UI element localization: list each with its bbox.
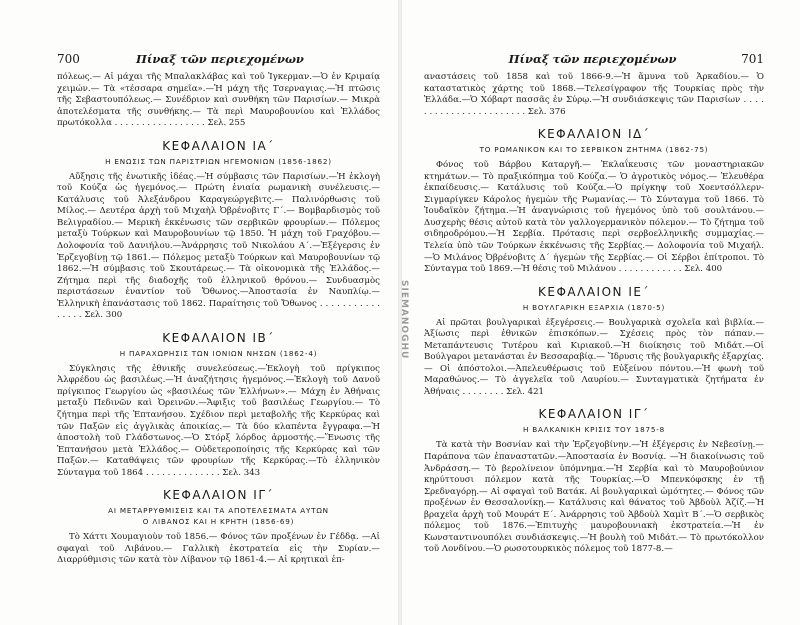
chapter-subtitle-ig-line1: ΑΙ ΜΕΤΑΡΡΥΘΜΙΣΕΙΣ ΚΑΙ ΤΑ ΑΠΟΤΕΛΕΣΜΑΤΑ ΑΥΤΩΝ (108, 506, 329, 516)
library-stamp: SIEMANOGHU (399, 280, 409, 360)
chapter-subtitle-id: ΤΟ ΡΩΜΑΝΙΚΟΝ ΚΑΙ ΤΟ ΣΕΡΒΙΚΟΝ ΖΗΤΗΜΑ (1862-75) (479, 145, 709, 155)
chapter-subtitle-ig-right: Η ΒΑΛΚΑΝΙΚΗ ΚΡΙΣΙΣ ΤΟΥ 1875-8 (522, 425, 666, 435)
left-top-paragraph: πόλεως.— Αἱ μάχαι τῆς Μπαλακλάβας καὶ τοῦ Ἰγκερμαν.—Ὁ ἐν Κριμαίᾳ χειμών.— Τὰ «τέσσαρα σημεῖα».—Ἡ μάχη τῆς Τσερναγιας.—Ἡ πτῶσις τῆς Σεβαστουπόλεως.— Συνέδριον καὶ συνθήκη τῶν Παρισίων.— Μικρὰ ἀποτελέσματα τῆς συνθήκης.— Τὰ περὶ Μαυροβουνίου καὶ Ἑλλάδος πρωτόκολλα . . . . . . . . . . . . . . . . . Σελ. 255 (57, 72, 380, 129)
chapter-heading-ia: ΚΕΦΑΛΑΙΟΝ ΙΑ΄ (162, 138, 275, 153)
chapter-heading-ig-left: ΚΕΦΑΛΑΙΟΝ ΙΓ΄ (162, 488, 275, 503)
chapter-summary-ig-right: Τὰ κατὰ τὴν Βοσνίαν καὶ τὴν Ἐρζεγοβίνην.—Ἡ ἐξέγερσις ἐν Νεβεσίνῃ.— Παράπονα τῶν ἐπαναστατῶν.—Ἀποστασία ἐν Βοσνίᾳ. —Ἡ διακοίνωσις τοῦ Ἀνδράσση.— Τὸ βερολίνειον ὑπόμνημα.—Ἡ Σερβία καὶ τὸ Μαυροβούνιον κηρύττουσι πόλεμον κατὰ τῆς Τουρκίας.—Ὁ Μπενκόφσκης ἐν τῇ Σρεδναγόρῃ.— Αἱ σφαγαὶ τοῦ Βατάκ. Αἱ βουλγαρικαὶ ὠμότητες.— Φόνος τῶν προξένων ἐν Θεσσαλονίκῃ.— Κατάλυσις καὶ θάνατος τοῦ Ἀβδοὺλ Ἀζίζ.—Ἡ βραχεῖα ἀρχὴ τοῦ Μουράτ Ε΄. Ἀνάρρησις τοῦ Ἀβδοὺλ Χαμὶτ Β΄.—Ὁ σερβικὸς πόλεμος τοῦ 1876.—Ἐπιτυχὴς μαυροβουνιακὴ ἐκστρατεία.—Ἡ ἐν Κωνσταντινουπόλει συνδιάσκεψις.—Ἡ βουλὴ τοῦ Μιδάτ.— Τὸ πρωτόκολλον τοῦ Λονδίνου.—Ὁ ρωσοτουρκικὸς πόλεμος τοῦ 1877-8.— (424, 440, 764, 555)
right-running-header (424, 52, 764, 66)
chapter-summary-id: Φόνος τοῦ Βάρβου Καταργῆ.— Ἐκλαΐκευσις τῶν μοναστηριακῶν κτημάτων.— Τὸ πραξικόπημα τοῦ Κούζα.— Ὁ ἀγροτικὸς νόμος.— Ἐλευθέρα ἐκπαίδευσις.— Κατάλυσις τοῦ Κούζα.—Ὁ πρίγκηψ τοῦ Χοεντσόλλερν-Σιγμαρίγκεν Κάρολος ἡγεμὼν τῆς Ρωμανίας.— Τὸ Σύνταγμα τοῦ 1866. Τὸ Ἰουδαϊκὸν ζήτημα.—Ἡ ἀναγνώρισις τοῦ ἡγεμόνος ὑπὸ τοῦ σουλτάνου.— Δυσχερὴς θέσις αὐτοῦ κατὰ τὸν γαλλογερμανικὸν πόλεμον.— Τὸ ζήτημα τοῦ σιδηροδρόμου.—Ἡ Σερβία. Πρότασις περὶ σερβοελληνικῆς συμμαχίας.— Τελεία ὑπὸ τῶν Τούρκων ἐκκένωσις τῆς Σερβίας.— Δολοφονία τοῦ Μιχαήλ.—Ὁ Μιλάνος Ὀβρένοβιτς Δ΄ ἡγεμὼν τῆς Σερβίας.— Οἱ Σέρβοι ἐπίτροποι. Τὸ Σύνταγμα τοῦ 1869.—Ἡ θέσις τοῦ Μιλάνου . . . . . . . . . . . . Σελ. 400 (424, 160, 764, 275)
right-running-title: Πίναξ τῶν περιεχομένων (508, 52, 677, 66)
chapter-subtitle-ib: Η ΠΑΡΑΧΩΡΗΣΙΣ ΤΩΝ ΙΟΝΙΩΝ ΝΗΣΩΝ (1862-4) (119, 348, 318, 358)
chapter-heading-ib: ΚΕΦΑΛΑΙΟΝ ΙΒ΄ (162, 330, 275, 345)
right-top-paragraph: αναστάσεις τοῦ 1858 καὶ τοῦ 1866-9.—Ἡ ἅμυνα τοῦ Ἀρκαδίου.— Ὁ καταστατικὸς χάρτης τοῦ 1868.—Τελεσίγραφον τῆς Τουρκίας πρὸς τὴν Ἑλλάδα.—Ὁ Χόβαρτ πασσᾶς ἐν Σύρῳ.—Ἡ συνδιάσκεψις τῶν Παρισίων . . . . . . . . . . . . . . . . . . . . . . . Σελ. 376 (424, 72, 764, 117)
chapter-subtitle-ig-line2: Ο ΛΙΒΑΝΟΣ ΚΑΙ Η ΚΡΗΤΗ (1856-69) (142, 517, 295, 527)
chapter-summary-ie: Αἱ πρῶται βουλγαρικαὶ ἐξεγέρσεις.— Βουλγαρικὰ σχολεῖα καὶ βιβλία.—Ἀξίωσις περὶ ἐθνικῶν ἐπισκόπων.— Σχέσεις πρὸς τὸν πάπαν.— Μεταπάντευσις Τυτέρου καὶ Κιριακοῦ.—Ἡ διοίκησις τοῦ Μιδάτ.—Οἱ Βούλγαροι μετανάσται ἐν Βεσσαραβίᾳ.— Ἵδρυσις τῆς βουλγαρικῆς ἐξαρχίας.— Οἱ ἀπόστολοι.—Ἀπελευθέρωσις τοῦ Εὐξείνου πόντου.—Ἡ φωνὴ τοῦ Μαραθώνος.— Τὸ ἀγγελεῖα τοῦ Λαυρίου.— Συνταγματικὰ ζητήματα ἐν Ἀθήναις . . . . . . . . Σελ. 421 (424, 317, 764, 397)
right-page (400, 0, 800, 625)
chapter-heading-id: ΚΕΦΑΛΑΙΟΝ ΙΔ΄ (537, 127, 651, 142)
chapter-summary-ig-left: Τὸ Χάττι Χουμαγιοὺν τοῦ 1856.— Φόνος τῶν προξένων ἐν Γέδδᾳ. —Αἱ σφαγαὶ τοῦ Λιβάνου.— Γαλλικὴ ἐκστρατεία εἰς τὴν Συρίαν.— Διαρρύθμισις τῶν κατὰ τὸν Λίβανον τῷ 1861-4.— Αἱ κρητικαὶ ἐπ- (57, 532, 380, 566)
chapter-summary-ia: Αὔξησις τῆς ἐνωτικῆς ἰδέας.—Ἡ σύμβασις τῶν Παρισίων.—Ἡ ἐκλογὴ τοῦ Κούζα ὡς ἡγεμόνος.— Πρώτη ἑνιαία ρωμανικὴ συνέλευσις.— Κατάλυσις τοῦ Ἀλεξάνδρου Καραγεώργεβιτς.— Παλινόρθωσις τοῦ Μίλος.— Δευτέρα ἀρχὴ τοῦ Μιχαὴλ Ὀβρένοβιτς Γ΄.— Βομβαρδισμὸς τοῦ Βελιγραδίου.— Μερικὴ ἐκκένωσις τῶν σερβικῶν φρουρίων.— Πόλεμος μεταξὺ Τούρκων καὶ Μαυροβουνίων τῷ 1850. Ἡ μάχη τοῦ Γραχόβου.— Δολοφονία τοῦ Δανιήλου.—Ἀνάρρησις τοῦ Νικολάου Α΄.—Ἐξέγερσις ἐν Ἐρζεγοβίνῃ τῷ 1861.— Πόλεμος μεταξὺ Τούρκων καὶ Μαυροβουνίων τῷ 1862.—Ἡ σύμβασις τοῦ Σκουτάρεως.— Τὰ οἰκονομικὰ τῆς Ἑλλάδος.— Ζήτημα περὶ τῆς διαδοχῆς τοῦ ἑλληνικοῦ θρόνου.— Συνδυασμὸς περιστάσεων ἐναντίον τοῦ Ὄθωνος.—Ἀποστασία ἐν Ναυπλίῳ.—Ἑλληνικὴ ἐπανάστασις τοῦ 1862. Παραίτησις τοῦ Ὄθωνος . . . . . . . . . . . . . . . . Σελ. 300 (57, 171, 380, 321)
chapter-heading-ig-right: ΚΕΦΑΛΑΙΟΝ ΙΓ΄ (538, 407, 650, 422)
left-page-number: 700 (57, 52, 80, 66)
chapter-summary-ib: Σύγκλησις τῆς ἐθνικῆς συνελεύσεως.—Ἐκλογὴ τοῦ πρίγκιπος Ἀλφρέδου ὡς βασιλέως.—Ἡ ἀναζήτησις ἡγεμόνος.—Ἐκλογὴ τοῦ Δανοῦ πρίγκιπος Γεωργίου ὡς «βασιλέως τῶν Ἑλλήνων».— Μάχη ἐν Ἀθήναις μεταξὺ Πεδινῶν καὶ Ὀρεινῶν.—Ἄφιξις τοῦ βασιλέως Γεωργίου.— Τὸ ζήτημα περὶ τῆς Ἑπτανήσου. Σχέδιον περὶ μεταβολῆς τῆς Κερκύρας καὶ τῶν Παξῶν εἰς ἀγγλικὰς ἀποικίας.— Τὰ δύο κλαπέντα ἔγγραφα.—Ἡ ἀποστολὴ τοῦ Γλάδστωνος.—Ὁ Στόρξ λόρδος ἁρμοστής.—Ἕνωσις τῆς Ἑπτανήσου μετὰ Ἑλλάδος.— Οὐδετεροποίησις τῆς Κερκύρας καὶ τῶν Παξῶν.— Καταθάψεις τῶν φρουρίων τῆς Κερκύρας.—Τὸ ἑλληνικὸν Σύνταγμα τοῦ 1864 . . . . . . . . . . . . . . Σελ. 343 (57, 363, 380, 478)
chapter-subtitle-ie: Η ΒΟΥΛΓΑΡΙΚΗ ΕΞΑΡΧΙΑ (1870-5) (522, 302, 666, 312)
left-running-header (57, 52, 380, 66)
chapter-heading-ie: ΚΕΦΑΛΑΙΟΝ ΙΕ΄ (538, 284, 650, 299)
left-running-title: Πίναξ τῶν περιεχομένων (135, 52, 304, 66)
right-page-number: 701 (741, 52, 764, 66)
chapter-subtitle-ia: Η ΕΝΩΣΙΣ ΤΩΝ ΠΑΡΙΣΤΡΙΩΝ ΗΓΕΜΟΝΙΩΝ (1856-1862) (105, 156, 332, 166)
